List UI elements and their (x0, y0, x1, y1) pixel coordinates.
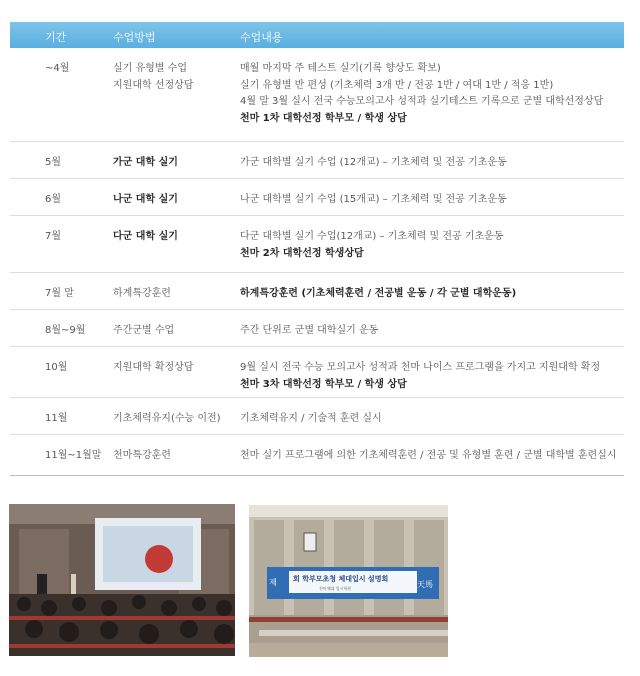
row-method (113, 321, 174, 338)
row-content-line: 매월 마지막 주 테스트 실기(기록 향상도 확보) (240, 63, 441, 74)
row-method-line: 지원대학 확정상담 (113, 362, 194, 373)
row-method-line: 기초체력유지(수능 이전) (113, 413, 221, 424)
table-body (10, 48, 624, 476)
svg-text:회 학부모초청 체대입시 설명회: 회 학부모초청 체대입시 설명회 (293, 575, 389, 583)
table-row (10, 216, 624, 273)
table-row (10, 347, 624, 398)
row-content-line: 4월 말 3월 실시 전국 수능모의고사 성적과 실기테스트 기록으로 군별 대학선정상담 (240, 96, 604, 107)
row-period: 11월 (45, 413, 68, 424)
row-content-line: 가군 대학별 실기 수업 (12개교) – 기초체력 및 전공 기초운동 (240, 157, 507, 168)
row-period: 10월 (45, 362, 68, 373)
table-row (10, 398, 624, 435)
row-period: 6월 (45, 194, 62, 205)
row-method (113, 409, 221, 426)
row-method (113, 153, 178, 170)
row-method (113, 358, 193, 375)
row-period: 7월 말 (45, 288, 74, 299)
row-method-line: 하계특강훈련 (113, 288, 171, 299)
row-content (240, 409, 382, 426)
row-method-line: 나군 대학 실기 (113, 194, 178, 205)
seminar-banner-photo (249, 505, 448, 657)
row-content-line: 실기 유형별 반 편성 (기초체력 3개 반 / 전공 1반 / 여대 1반 / 적응 1반) (240, 79, 554, 91)
row-method-line: 다군 대학 실기 (113, 231, 178, 242)
row-content-line: 나군 대학별 실기 수업 (15개교) – 기초체력 및 전공 기초운동 (240, 194, 507, 205)
row-period: 11월~1월말 (45, 450, 102, 461)
row-content-line: 다군 대학별 실기 수업(12개교) – 기초체력 및 전공 기초운동 (240, 231, 504, 242)
row-method-line: 천마특강훈련 (113, 450, 171, 461)
row-method-line: 가군 대학 실기 (113, 157, 178, 168)
row-content (240, 321, 378, 338)
header-method: 수업방법 (113, 31, 156, 44)
svg-text:제: 제 (269, 578, 277, 587)
row-content (240, 59, 603, 125)
table-row (10, 48, 624, 142)
row-content (240, 227, 503, 260)
table-row (10, 435, 624, 476)
row-period: 5월 (45, 157, 62, 168)
table-row (10, 179, 624, 216)
svg-text:天馬: 天馬 (417, 580, 433, 589)
row-content-line: 천마 3차 대학선정 학부모 / 학생 상담 (240, 378, 407, 390)
row-period: 8월~9월 (45, 325, 86, 336)
row-content (240, 190, 507, 207)
row-content (240, 284, 516, 301)
row-method (113, 284, 171, 301)
row-method (113, 190, 178, 207)
row-content-line: 천마 실기 프로그램에 의한 기초체력훈련 / 전공 및 유형별 훈련 / 군별 대학별 훈련실시 (240, 450, 617, 461)
row-method (113, 446, 171, 463)
row-content (240, 153, 507, 170)
row-method-line: 주간군별 수업 (113, 325, 175, 336)
svg-text:천마체대 입시학원: 천마체대 입시학원 (319, 586, 352, 591)
row-content (240, 446, 617, 463)
header-period: 기간 (45, 31, 67, 44)
row-content-line: 주간 단위로 군별 대학실기 운동 (240, 325, 379, 336)
row-content-line: 천마 1차 대학선정 학부모 / 학생 상담 (240, 112, 407, 124)
row-method-line: 실기 유형별 수업 (113, 63, 187, 74)
table-row (10, 142, 624, 179)
row-content-line: 9월 실시 전국 수능 모의고사 성적과 천마 나이스 프로그램을 가지고 지원대학 확정 (240, 362, 601, 373)
table-header (10, 22, 624, 48)
lecture-hall-photo (9, 504, 235, 656)
header-content: 수업내용 (240, 31, 283, 44)
table-row (10, 310, 624, 347)
curriculum-table (10, 22, 624, 476)
row-content-line: 기초체력유지 / 기술적 훈련 실시 (240, 413, 382, 424)
table-row (10, 273, 624, 310)
row-method (113, 59, 193, 92)
row-method (113, 227, 178, 244)
row-content (240, 358, 600, 391)
row-content-line: 천마 2차 대학선정 학생상담 (240, 247, 364, 259)
row-content-line: 하계특강훈련 (기초체력훈련 / 전공별 운동 / 각 군별 대학운동) (240, 288, 517, 299)
row-method-line: 지원대학 선정상담 (113, 79, 194, 91)
row-period: 7월 (45, 231, 62, 242)
row-period: ~4월 (45, 63, 70, 74)
